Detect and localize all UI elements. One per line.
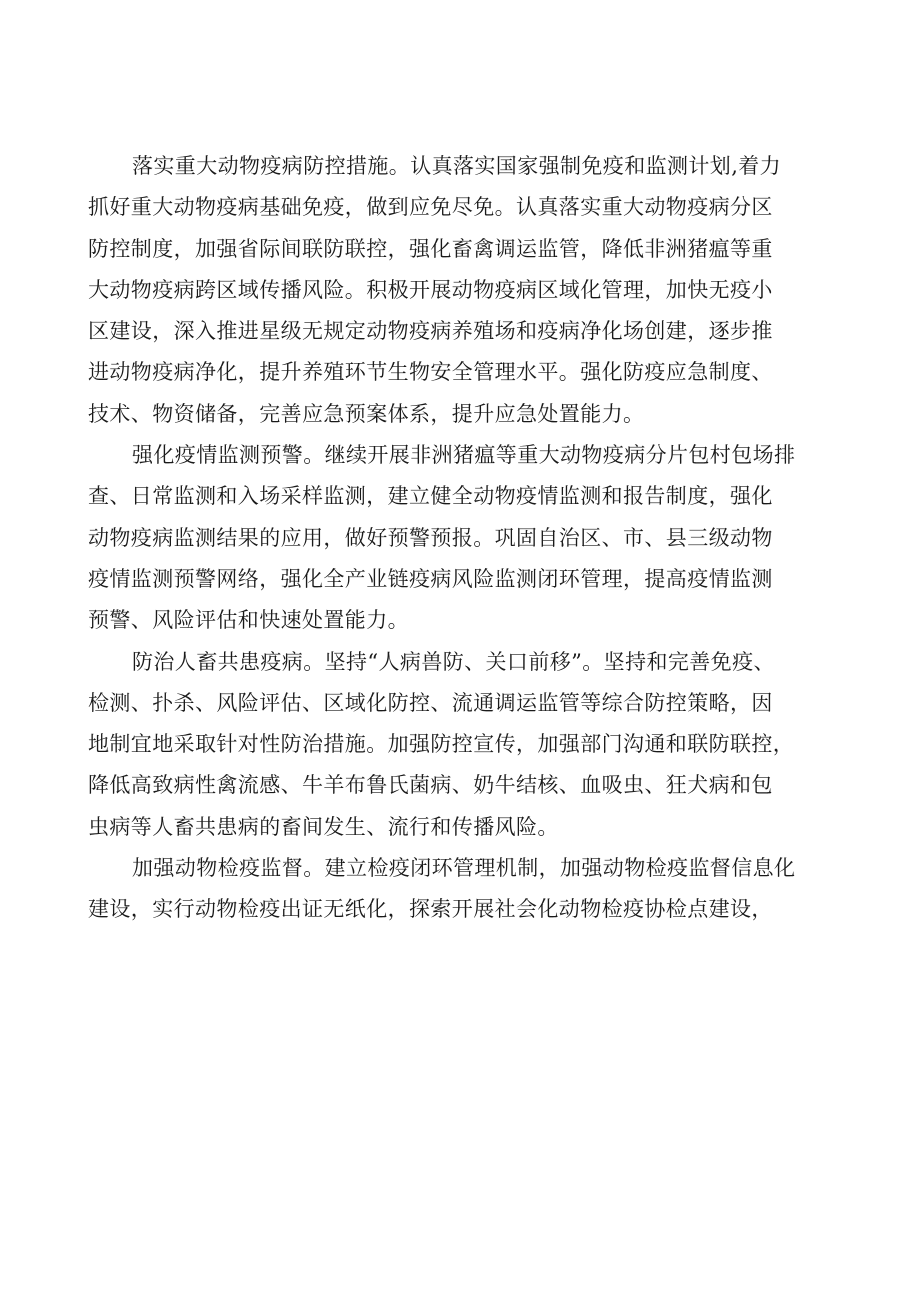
- text-line: 疫情监测预警网络，强化全产业链疫病风险监测闭环管理，提高疫情监测: [88, 566, 773, 591]
- paragraph-quarantine-supervision: [88, 848, 852, 931]
- text-line: 加强动物检疫监督。建立检疫闭环管理机制，加强动物检疫监督信息化: [132, 856, 796, 881]
- text-line: 防控制度，加强省际间联防联控，强化畜禽调运监管，降低非洲猪瘟等重: [88, 236, 773, 261]
- document-body: [88, 146, 852, 931]
- text-line: 大动物疫病跨区域传播风险。积极开展动物疫病区域化管理，加快无疫小: [88, 277, 773, 302]
- text-line: 动物疫病监测结果的应用，做好预警预报。巩固自治区、市、县三级动物: [88, 525, 773, 550]
- paragraph-zoonosis-prevention: [88, 642, 852, 848]
- text-line: 地制宜地采取针对性防治措施。加强防控宣传，加强部门沟通和联防联控，: [88, 732, 795, 757]
- text-line: 降低高致病性禽流感、牛羊布鲁氏菌病、奶牛结核、血吸虫、狂犬病和包: [88, 773, 773, 798]
- text-line: 抓好重大动物疫病基础免疫，做到应免尽免。认真落实重大动物疫病分区: [88, 195, 773, 220]
- paragraph-epidemic-monitoring: [88, 435, 852, 641]
- text-line: 落实重大动物疫病防控措施。认真落实国家强制免疫和监测计划,着力: [132, 154, 782, 178]
- text-line: 检测、扑杀、风险评估、区域化防控、流通调运监管等综合防控策略，因: [88, 690, 773, 715]
- text-line: 预警、风险评估和快速处置能力。: [88, 608, 409, 633]
- text-line: 技术、物资储备，完善应急预案体系，提升应急处置能力。: [88, 401, 645, 426]
- text-line: 查、日常监测和入场采样监测，建立健全动物疫情监测和报告制度，强化: [88, 484, 773, 509]
- text-line: 防治人畜共患疫病。坚持“人病兽防、关口前移”。坚持和完善免疫、: [132, 649, 775, 674]
- text-line: 进动物疫病净化，提升养殖环节生物安全管理水平。强化防疫应急制度、: [88, 360, 773, 385]
- text-line: 建设，实行动物检疫出证无纸化，探索开展社会化动物检疫协检点建设，: [88, 897, 773, 922]
- paragraph-animal-disease-control: [88, 146, 852, 435]
- text-line: 区建设，深入推进星级无规定动物疫病养殖场和疫病净化场创建，逐步推: [88, 319, 773, 344]
- text-line: 强化疫情监测预警。继续开展非洲猪瘟等重大动物疫病分片包村包场排: [132, 443, 796, 468]
- text-line: 虫病等人畜共患病的畜间发生、流行和传播风险。: [88, 814, 559, 839]
